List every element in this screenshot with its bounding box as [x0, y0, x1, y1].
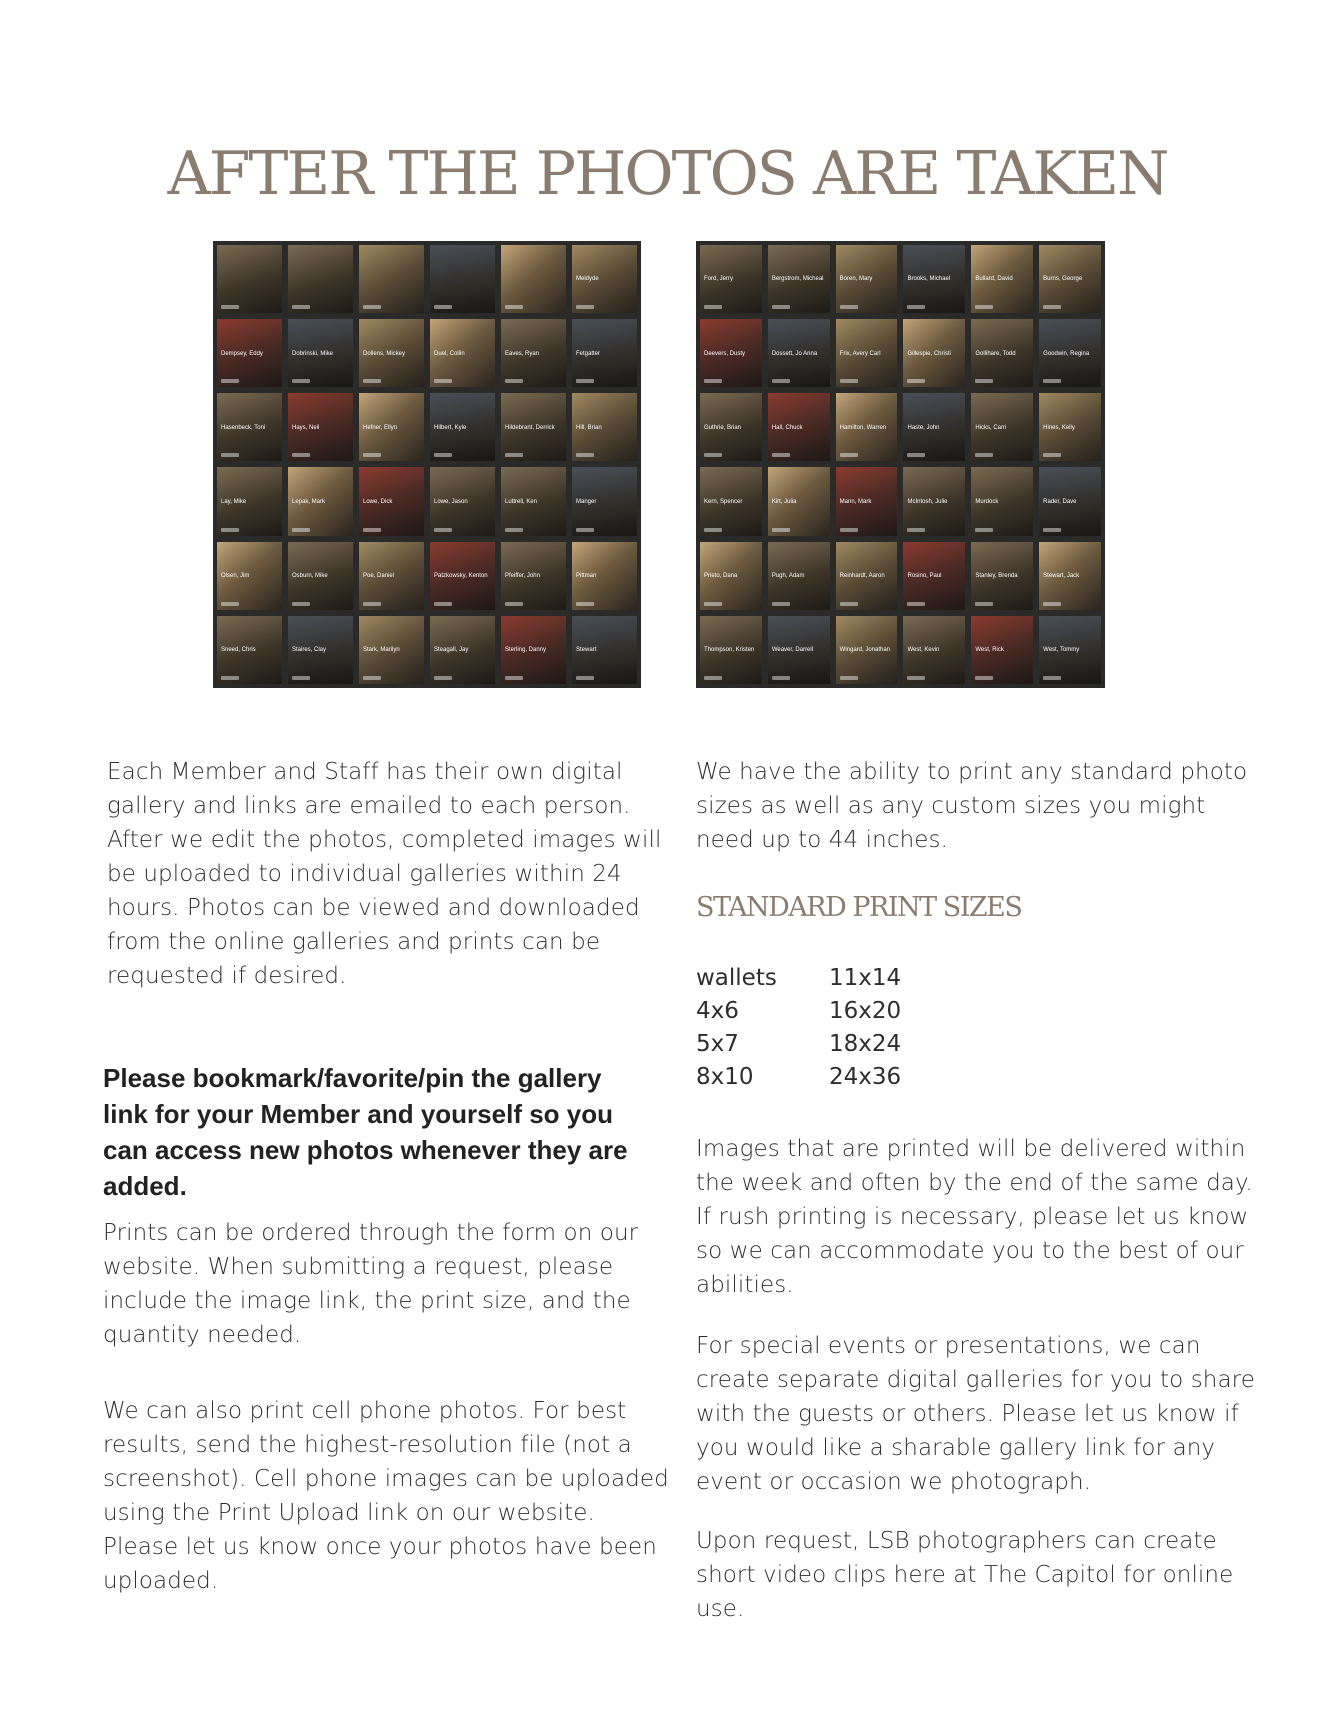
gallery-thumbnail-name: Rosino, Paul: [907, 573, 942, 579]
gallery-badge-icon: [576, 453, 594, 457]
gallery-thumbnail: [768, 542, 830, 610]
gallery-thumbnail-name: Mann, Mark: [839, 498, 872, 505]
gallery-badge-icon: [292, 305, 310, 309]
gallery-thumbnail: [903, 319, 965, 387]
gallery-thumbnail: [971, 319, 1033, 387]
gallery-thumbnail: [971, 467, 1033, 535]
gallery-thumbnail-name: Thompson, Kristen: [704, 647, 755, 654]
gallery-thumbnail-name: Burns, George: [1043, 276, 1083, 283]
gallery-thumbnail-name: Stewart, Jack: [1043, 573, 1080, 579]
gallery-thumbnail: [971, 393, 1033, 461]
gallery-thumbnail: [903, 393, 965, 461]
gallery-badge-icon: [505, 676, 523, 680]
print-ability-paragraph: We have the ability to print any standard photo sizes as well as any custom sizes you might need up to 44 inches.: [696, 759, 1248, 853]
gallery-badge-icon: [840, 379, 858, 383]
gallery-thumbnail: [288, 616, 353, 684]
gallery-badge-icon: [576, 379, 594, 383]
gallery-badge-icon: [1043, 602, 1061, 606]
print-size: 24x36: [829, 1064, 902, 1090]
gallery-thumbnail: [501, 393, 566, 461]
gallery-badge-icon: [221, 528, 239, 532]
gallery-thumbnail-name: Lay, Mike: [221, 498, 247, 505]
gallery-badge-icon: [576, 676, 594, 680]
gallery-thumbnail: [501, 245, 566, 313]
gallery-badge-icon: [840, 305, 858, 309]
print-size: 11x14: [829, 965, 902, 991]
gallery-thumbnail-name: Stark, Marilyn: [363, 647, 400, 654]
gallery-badge-icon: [505, 379, 523, 383]
gallery-badge-icon: [434, 602, 452, 606]
gallery-thumbnail-name: Hays, Neil: [292, 424, 320, 431]
gallery-thumbnail-name: Dobrinski, Mike: [292, 350, 334, 357]
gallery-thumbnail: [217, 542, 282, 610]
gallery-badge-icon: [704, 602, 722, 606]
gallery-thumbnail: [903, 542, 965, 610]
gallery-thumbnail: [430, 542, 495, 610]
gallery-thumbnail: [768, 393, 830, 461]
gallery-thumbnail-name: Staires, Clay: [292, 647, 327, 654]
gallery-badge-icon: [221, 305, 239, 309]
gallery-thumbnail: [217, 319, 282, 387]
gallery-thumbnail: [501, 542, 566, 610]
gallery-thumbnail-name: Stanley, Brenda: [975, 573, 1018, 579]
gallery-thumbnail-name: Hicks, Carri: [975, 424, 1007, 431]
print-size: 8x10: [696, 1064, 754, 1090]
gallery-thumbnail-name: Gillespie, Christi: [907, 350, 951, 357]
gallery-thumbnail: [836, 245, 898, 313]
gallery-badge-icon: [221, 453, 239, 457]
gallery-thumbnail: [288, 245, 353, 313]
gallery-thumbnail-name: Osburn, Mike: [292, 573, 328, 579]
gallery-thumbnail: [768, 245, 830, 313]
gallery-thumbnail: [836, 319, 898, 387]
gallery-badge-icon: [975, 676, 993, 680]
gallery-thumbnail: [430, 393, 495, 461]
gallery-thumbnail-name: Prieto, Dana: [704, 573, 738, 579]
gallery-thumbnail: [903, 245, 965, 313]
gallery-thumbnail: [1039, 319, 1101, 387]
gallery-badge-icon: [704, 379, 722, 383]
gallery-badge-icon: [221, 379, 239, 383]
gallery-thumbnail-name: Pugh, Adam: [771, 573, 805, 579]
gallery-badge-icon: [292, 676, 310, 680]
gallery-badge-icon: [704, 676, 722, 680]
gallery-badge-icon: [434, 305, 452, 309]
standard-print-sizes-heading: STANDARD PRINT SIZES: [696, 892, 1022, 923]
gallery-thumbnail: [903, 467, 965, 535]
gallery-thumbnail-name: Hines, Kelly: [1043, 424, 1075, 431]
gallery-thumbnail-name: Guthrie, Brian: [704, 424, 742, 431]
gallery-thumbnail: [430, 616, 495, 684]
gallery-thumbnail: [359, 245, 424, 313]
gallery-badge-icon: [576, 602, 594, 606]
gallery-thumbnail-name: Manger: [576, 498, 597, 505]
gallery-badge-icon: [292, 453, 310, 457]
gallery-thumbnail: [836, 393, 898, 461]
gallery-thumbnail-name: West, Kevin: [907, 647, 940, 654]
gallery-badge-icon: [907, 453, 925, 457]
gallery-badge-icon: [840, 528, 858, 532]
gallery-thumbnail: [501, 319, 566, 387]
gallery-thumbnail-name: Hill, Brian: [576, 424, 602, 431]
gallery-thumbnail: [430, 467, 495, 535]
gallery-thumbnail: [836, 616, 898, 684]
gallery-thumbnail-name: Stewart: [576, 647, 597, 654]
gallery-badge-icon: [772, 305, 790, 309]
gallery-thumbnail-name: Pfeiffer, John: [505, 573, 540, 579]
gallery-thumbnail-name: Boren, Mary: [839, 276, 873, 283]
gallery-badge-icon: [363, 528, 381, 532]
gallery-thumbnail: [572, 393, 637, 461]
gallery-badge-icon: [772, 379, 790, 383]
page-title: AFTER THE PHOTOS ARE TAKEN: [167, 139, 1168, 209]
gallery-badge-icon: [434, 453, 452, 457]
gallery-thumbnail: [359, 542, 424, 610]
gallery-badge-icon: [907, 305, 925, 309]
gallery-intro-paragraph: Each Member and Staff has their own digital gallery and links are emailed to each person. After we edit the photos, completed images will be uploaded to individual galleries within 24 hours. Photos can be viewed and downloaded from the online galleries and prints can be requested if desired.: [107, 759, 662, 989]
gallery-thumbnail-name: Poe, Daniel: [363, 573, 395, 579]
gallery-badge-icon: [1043, 379, 1061, 383]
gallery-thumbnail-name: Hilbert, Kyle: [434, 424, 467, 431]
gallery-thumbnail: [572, 542, 637, 610]
gallery-thumbnail: [700, 319, 762, 387]
gallery-thumbnail: [700, 393, 762, 461]
gallery-thumbnail-name: Pittman: [576, 573, 597, 579]
video-paragraph: Upon request, LSB photographers can create short video clips here at The Capitol for online use.: [696, 1528, 1234, 1622]
gallery-collage-right: [696, 241, 1105, 688]
gallery-badge-icon: [704, 528, 722, 532]
gallery-badge-icon: [840, 602, 858, 606]
gallery-badge-icon: [975, 528, 993, 532]
gallery-thumbnail: [359, 467, 424, 535]
gallery-badge-icon: [975, 379, 993, 383]
bookmark-note: Please bookmark/favorite/pin the gallery link for your Member and yourself so you can access new photos whenever they are added.: [103, 1063, 628, 1201]
gallery-badge-icon: [363, 305, 381, 309]
gallery-thumbnail: [430, 319, 495, 387]
print-size: 4x6: [696, 998, 739, 1024]
gallery-thumbnail: [971, 245, 1033, 313]
gallery-thumbnail: [288, 393, 353, 461]
gallery-thumbnail: [288, 319, 353, 387]
gallery-thumbnail: [359, 616, 424, 684]
gallery-thumbnail-name: Kern, Spencer: [704, 498, 743, 505]
gallery-thumbnail-name: Frix, Avery Carl: [839, 350, 881, 357]
print-size: 16x20: [829, 998, 902, 1024]
delivery-paragraph: Images that are printed will be delivered within the week and often by the end of the same day. If rush printing is necessary, please let us know so we can accommodate you to the best of our abilities.: [696, 1136, 1253, 1298]
gallery-thumbnail: [768, 616, 830, 684]
gallery-thumbnail-name: Rader, Dave: [1043, 498, 1077, 505]
gallery-badge-icon: [505, 602, 523, 606]
gallery-thumbnail-name: Luttrell, Ken: [505, 498, 538, 505]
gallery-badge-icon: [1043, 676, 1061, 680]
cell-phone-paragraph: We can also print cell phone photos. For best results, send the highest-resolution file (not a screenshot). Cell phone images can be uploaded using the Print Upload link on our website. Please let us know once your photos have been uploaded.: [103, 1398, 669, 1594]
gallery-thumbnail-name: Ford, Jerry: [704, 276, 734, 283]
gallery-thumbnail: [700, 245, 762, 313]
gallery-badge-icon: [292, 528, 310, 532]
gallery-thumbnail-name: Goodwin, Regina: [1043, 350, 1090, 357]
gallery-thumbnail: [288, 542, 353, 610]
gallery-badge-icon: [704, 305, 722, 309]
gallery-thumbnail: [836, 542, 898, 610]
gallery-badge-icon: [907, 379, 925, 383]
gallery-badge-icon: [907, 676, 925, 680]
gallery-thumbnail-name: Sterling, Danny: [505, 647, 547, 654]
gallery-badge-icon: [975, 602, 993, 606]
gallery-badge-icon: [907, 528, 925, 532]
gallery-thumbnail: [700, 542, 762, 610]
gallery-thumbnail-name: Olsen, Jim: [221, 573, 250, 579]
gallery-thumbnail: [903, 616, 965, 684]
gallery-thumbnail-name: Steagall, Jay: [434, 647, 469, 654]
gallery-thumbnail: [217, 616, 282, 684]
gallery-thumbnail: [430, 245, 495, 313]
gallery-thumbnail-name: Murdock: [975, 498, 999, 505]
gallery-badge-icon: [1043, 305, 1061, 309]
gallery-thumbnail-name: Lepak, Mark: [292, 498, 326, 505]
gallery-badge-icon: [292, 602, 310, 606]
gallery-thumbnail-name: West, Tommy: [1043, 647, 1080, 654]
gallery-thumbnail-name: Wingard, Jonathan: [839, 647, 891, 654]
gallery-badge-icon: [576, 528, 594, 532]
gallery-thumbnail-name: Deevers, Dusty: [704, 350, 746, 357]
prints-order-paragraph: Prints can be ordered through the form on our website. When submitting a request, please include the image link, the print size, and the quantity needed.: [103, 1220, 639, 1348]
gallery-thumbnail-name: Lowe, Dick: [363, 498, 393, 505]
gallery-thumbnail-name: Dempsey, Eddy: [221, 350, 263, 357]
gallery-thumbnail-name: Bergstrom, Micheal: [771, 276, 824, 283]
gallery-badge-icon: [772, 453, 790, 457]
gallery-badge-icon: [772, 676, 790, 680]
gallery-thumbnail: [1039, 616, 1101, 684]
gallery-thumbnail: [359, 319, 424, 387]
gallery-collage-left: [213, 241, 641, 688]
gallery-thumbnail: [501, 616, 566, 684]
gallery-thumbnail: [359, 393, 424, 461]
gallery-thumbnail: [572, 319, 637, 387]
gallery-badge-icon: [363, 453, 381, 457]
gallery-thumbnail-name: Fetgatter: [576, 350, 601, 357]
gallery-badge-icon: [704, 453, 722, 457]
gallery-thumbnail-name: Dossett, Jo Anna: [771, 350, 818, 357]
gallery-thumbnail: [217, 393, 282, 461]
gallery-thumbnail-name: Gollihare, Todd: [975, 350, 1016, 357]
gallery-thumbnail: [768, 467, 830, 535]
gallery-badge-icon: [1043, 453, 1061, 457]
gallery-thumbnail: [700, 616, 762, 684]
gallery-thumbnail: [572, 467, 637, 535]
gallery-badge-icon: [975, 305, 993, 309]
gallery-badge-icon: [434, 676, 452, 680]
gallery-badge-icon: [505, 528, 523, 532]
gallery-badge-icon: [434, 379, 452, 383]
gallery-thumbnail-name: Hasenbeck, Toni: [221, 424, 266, 431]
gallery-thumbnail-name: Lowe, Jason: [434, 498, 468, 505]
gallery-thumbnail: [971, 616, 1033, 684]
gallery-thumbnail-name: Brooks, Michael: [907, 276, 951, 283]
special-events-paragraph: For special events or presentations, we can create separate digital galleries for you to share with the guests or others. Please let us know if you would like a sharable gallery link for any event or occasion we photograph.: [696, 1333, 1255, 1495]
gallery-badge-icon: [221, 602, 239, 606]
gallery-badge-icon: [434, 528, 452, 532]
gallery-thumbnail: [572, 616, 637, 684]
gallery-thumbnail-name: Eaves, Ryan: [505, 350, 540, 357]
gallery-thumbnail-name: Reinhardt, Aaron: [839, 573, 885, 579]
gallery-badge-icon: [505, 453, 523, 457]
gallery-thumbnail: [1039, 542, 1101, 610]
gallery-badge-icon: [772, 602, 790, 606]
print-size: 18x24: [829, 1031, 902, 1057]
gallery-thumbnail-name: Duel, Collin: [434, 350, 465, 357]
gallery-thumbnail-name: Bullard, David: [975, 276, 1013, 283]
gallery-thumbnail: [217, 467, 282, 535]
gallery-thumbnail: [1039, 467, 1101, 535]
gallery-thumbnail-name: Kirt, Julia: [771, 498, 797, 505]
gallery-badge-icon: [505, 305, 523, 309]
gallery-badge-icon: [363, 602, 381, 606]
gallery-badge-icon: [292, 379, 310, 383]
gallery-thumbnail-name: Sneed, Chris: [221, 647, 256, 654]
gallery-badge-icon: [576, 305, 594, 309]
gallery-badge-icon: [840, 676, 858, 680]
gallery-thumbnail-name: McIntosh, Julie: [907, 498, 948, 505]
gallery-thumbnail-name: Patzkowsky, Kenton: [434, 573, 488, 579]
gallery-thumbnail: [768, 319, 830, 387]
gallery-badge-icon: [772, 528, 790, 532]
gallery-badge-icon: [363, 379, 381, 383]
print-size: 5x7: [696, 1031, 739, 1057]
gallery-thumbnail: [572, 245, 637, 313]
gallery-thumbnail-name: Hefner, Ellyn: [363, 424, 398, 431]
gallery-thumbnail-name: Dollens, Mickey: [363, 350, 406, 357]
gallery-thumbnail-name: West, Rick: [975, 647, 1004, 654]
gallery-badge-icon: [1043, 528, 1061, 532]
gallery-thumbnail-name: Hall, Chuck: [771, 424, 803, 431]
gallery-badge-icon: [363, 676, 381, 680]
gallery-badge-icon: [840, 453, 858, 457]
gallery-thumbnail: [836, 467, 898, 535]
print-sizes-table: [696, 962, 949, 1094]
gallery-thumbnail: [501, 467, 566, 535]
gallery-badge-icon: [975, 453, 993, 457]
gallery-badge-icon: [907, 602, 925, 606]
gallery-thumbnail: [1039, 393, 1101, 461]
print-size: wallets: [696, 965, 777, 991]
gallery-badge-icon: [221, 676, 239, 680]
gallery-thumbnail-name: Haste, John: [907, 424, 940, 431]
gallery-thumbnail: [700, 467, 762, 535]
gallery-thumbnail-name: Meldyde: [576, 276, 599, 283]
gallery-thumbnail-name: Hildebrant, Derrick: [505, 424, 555, 431]
gallery-thumbnail: [971, 542, 1033, 610]
gallery-thumbnail-name: Hamilton, Warren: [839, 424, 887, 431]
gallery-thumbnail-name: Weaver, Darrell: [771, 647, 814, 654]
gallery-thumbnail: [1039, 245, 1101, 313]
gallery-thumbnail: [217, 245, 282, 313]
gallery-thumbnail: [288, 467, 353, 535]
